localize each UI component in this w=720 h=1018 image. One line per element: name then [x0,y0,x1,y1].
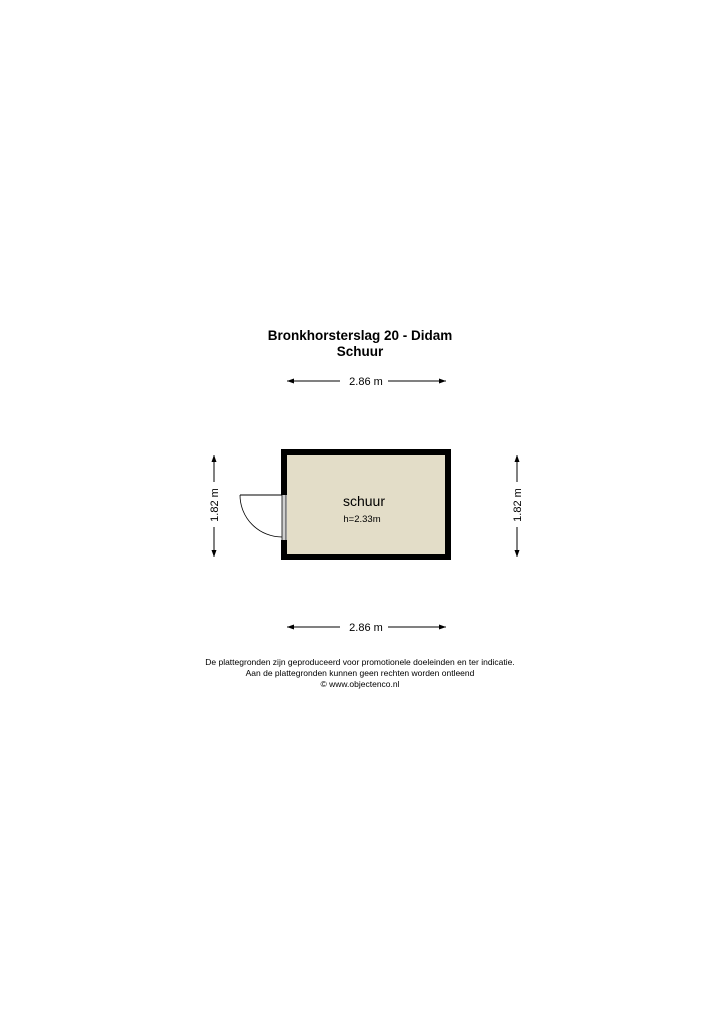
dimension-right [512,455,524,557]
door-swing [240,495,282,537]
room-name-label: schuur [342,493,386,509]
plan-address-title: Bronkhorsterslag 20 - Didam [267,328,453,343]
dimension-bottom-label: 2.86 m [349,622,383,634]
dimension-right-label: 1.82 m [512,488,524,522]
disclaimer-copyright: © www.objectenco.nl [320,679,400,689]
room-schuur [240,449,451,560]
dimension-left-label: 1.82 m [209,488,221,522]
disclaimer-line-1: De plattegronden zijn geproduceerd voor promotionele doeleinden en ter indicatie. [205,657,515,667]
plan-floor-title: Schuur [336,344,384,359]
dimension-bottom [287,622,446,634]
disclaimer-line-2: Aan de plattegronden kunnen geen rechten worden ontleend [245,668,475,678]
dimension-top-label: 2.86 m [349,376,383,388]
door-threshold [283,495,286,540]
dimension-top [287,376,446,388]
room-height-label: h=2.33m [343,514,381,525]
dimension-left [209,455,221,557]
